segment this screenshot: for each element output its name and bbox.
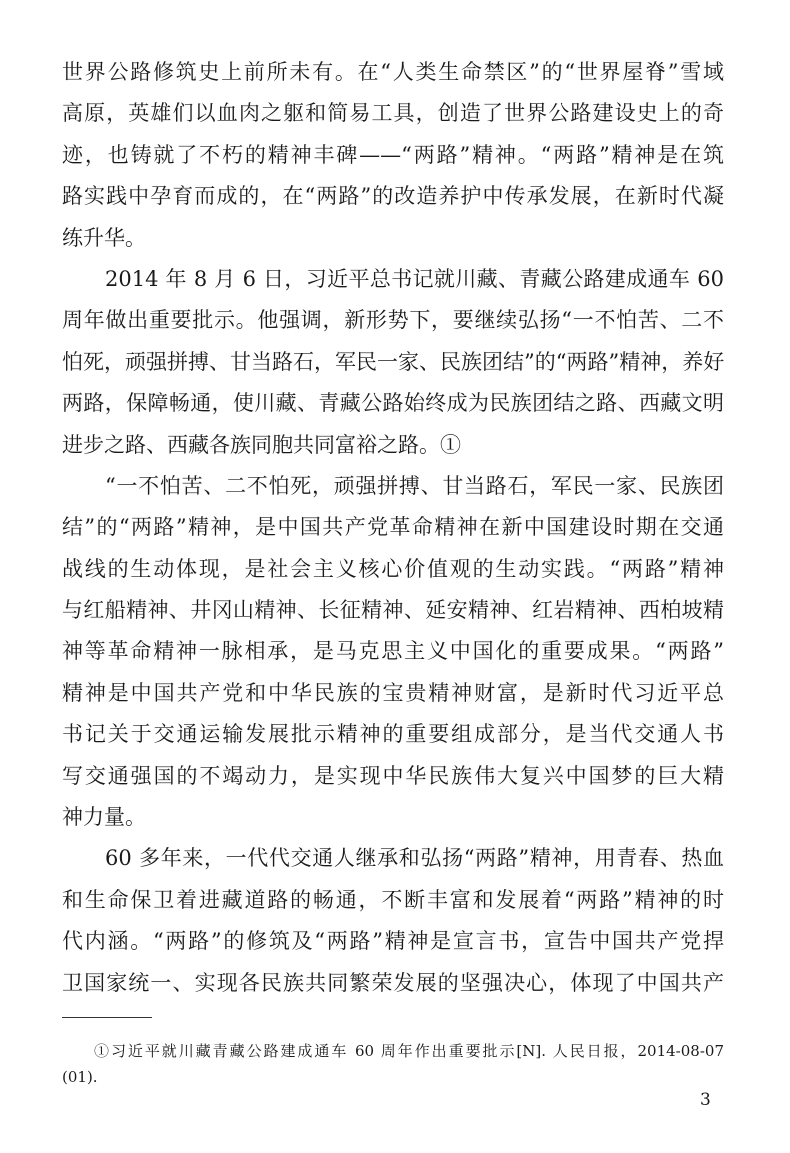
text-line: “一不怕苦、二不怕死，顽强拼搏、甘当路石，军民一家、民族团 [105, 473, 724, 498]
text-line: 书记关于交通运输发展批示精神的重要组成部分，是当代交通人书 [62, 722, 724, 747]
text-line: 战线的生动体现，是社会主义核心价值观的生动实践。“两路”精神 [62, 556, 724, 581]
text-line: 进步之路、西藏各族同胞共同富裕之路。① [62, 432, 461, 457]
text-line: 世界公路修筑史上前所未有。在“人类生命禁区”的“世界屋脊”雪域 [62, 60, 724, 84]
text-line: 写交通强国的不竭动力，是实现中华民族伟大复兴中国梦的巨大精 [62, 763, 724, 788]
text-line: 结”的“两路”精神，是中国共产党革命精神在新中国建设时期在交通 [62, 515, 724, 540]
text-line: 路实践中孕育而成的，在“两路”的改造养护中传承发展，在新时代凝 [62, 184, 724, 209]
body-text [62, 52, 724, 1004]
footnote-separator [62, 1017, 152, 1018]
text-line: 两路，保障畅通，使川藏、青藏公路始终成为民族团结之路、西藏文明 [62, 391, 724, 416]
text-line: 怕死，顽强拼搏、甘当路石，军民一家、民族团结”的“两路”精神，养好 [62, 349, 725, 374]
paragraph-3 [62, 466, 724, 839]
page-number: 3 [700, 1090, 711, 1110]
text-line: 2014 年 8 月 6 日，习近平总书记就川藏、青藏公路建成通车 60 [105, 266, 724, 291]
paragraph-4 [62, 838, 724, 1004]
footnote-line: ①习近平就川藏青藏公路建成通车 60 周年作出重要批示[N]. 人民日报，2014-08-07 [94, 1042, 724, 1060]
text-line: 周年做出重要批示。他强调，新形势下，要继续弘扬“一不怕苦、二不 [62, 308, 724, 333]
text-line: 60 多年来，一代代交通人继承和弘扬“两路”精神，用青春、热血 [105, 846, 724, 871]
text-line: 练升华。 [62, 225, 146, 250]
text-line: 和生命保卫着进藏道路的畅通，不断丰富和发展着“两路”精神的时 [62, 887, 724, 912]
text-line: 与红船精神、井冈山精神、长征精神、延安精神、红岩精神、西柏坡精 [62, 598, 724, 623]
paragraph-2 [62, 259, 724, 466]
text-line: 卫国家统一、实现各民族共同繁荣发展的坚强决心，体现了中国共产 [62, 970, 724, 995]
text-line: 精神是中国共产党和中华民族的宝贵精神财富，是新时代习近平总 [62, 680, 724, 705]
text-line: 神力量。 [62, 805, 146, 830]
footnote [62, 1038, 724, 1090]
footnote-line: (01). [62, 1068, 98, 1086]
text-line: 迹，也铸就了不朽的精神丰碑——“两路”精神。“两路”精神是在筑 [62, 142, 724, 167]
text-line: 代内涵。“两路”的修筑及“两路”精神是宣言书，宣告中国共产党捍 [62, 929, 724, 954]
paragraph-1 [62, 52, 724, 259]
text-line: 神等革命精神一脉相承，是马克思主义中国化的重要成果。“两路” [62, 639, 724, 664]
text-line: 高原，英雄们以血肉之躯和简易工具，创造了世界公路建设史上的奇 [62, 101, 724, 126]
